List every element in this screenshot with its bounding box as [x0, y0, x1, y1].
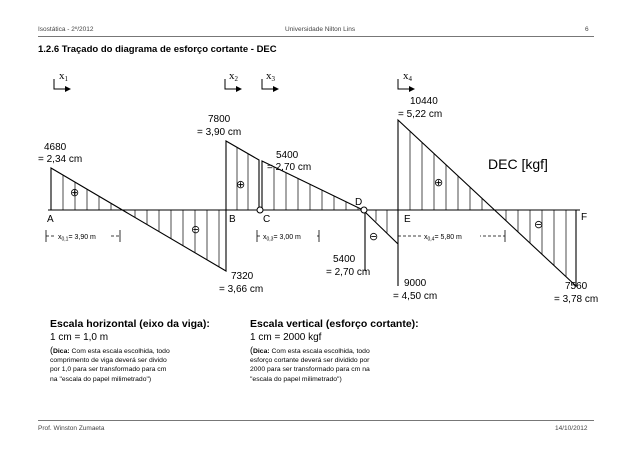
dimension-x04 [398, 230, 505, 243]
diagram-unit-label: DEC [kgf] [488, 156, 548, 172]
footer-rule [38, 420, 594, 421]
horizontal-scale-tip: (Dica: Com esta escala escolhida, todo comprimento de viga deverá ser divido por 1,0 para ser transformado para cm na "escala do papel milimetrado") [50, 345, 170, 383]
svg-text:7800: 7800 [208, 114, 231, 125]
positive-sign-2: ⊕ [236, 179, 246, 191]
diagram-hatching [63, 131, 566, 276]
svg-text:= 5,22 cm: = 5,22 cm [398, 109, 443, 120]
section-arrow-x4 [398, 70, 414, 89]
footer-date: 14/10/2012 [555, 425, 588, 432]
point-label-e: E [404, 214, 411, 225]
svg-text:= 2,70 cm: = 2,70 cm [326, 267, 371, 278]
point-label-f: F [581, 212, 588, 223]
negative-sign-2: ⊖ [369, 231, 379, 243]
svg-text:7560: 7560 [565, 281, 588, 292]
page-number: 6 [585, 26, 589, 33]
svg-text:x0,3= 3,00 m: $x_{0,3}= 3,00$ m [263, 234, 301, 243]
svg-text:= 2,70 cm: = 2,70 cm [267, 162, 312, 173]
vertical-scale-equation: 1 cm = 2000 kgf [250, 331, 322, 343]
negative-sign-1: ⊖ [191, 224, 201, 236]
section-arrow-x2 [225, 70, 241, 89]
svg-text:= 3,90 cm: = 3,90 cm [197, 127, 242, 138]
section-title: 1.2.6 Traçado do diagrama de esforço cortante - DEC [38, 44, 277, 55]
point-label-c: C [263, 214, 271, 225]
vertical-scale-note [250, 319, 450, 384]
value-label-9000 [393, 278, 437, 302]
horizontal-scale-equation: 1 cm = 1,0 m [50, 331, 109, 343]
value-label-5400-top [267, 150, 311, 173]
dimension-x03 [257, 230, 319, 243]
svg-text:9000: 9000 [404, 278, 427, 289]
svg-text:= 3,78 cm: = 3,78 cm [554, 294, 599, 305]
value-label-7560 [554, 281, 598, 305]
svg-text:x4: x4 [403, 70, 412, 83]
svg-text:x2: x2 [229, 70, 238, 83]
svg-text:x0,1= 3,90 m: $x_{0,1}= 3,90$ m [58, 234, 96, 243]
svg-text:x3: x3 [266, 70, 275, 83]
svg-text:= 4,50 cm: = 4,50 cm [393, 291, 438, 302]
vertical-scale-title: Escala vertical (esforço cortante): [250, 318, 419, 330]
value-label-4680 [38, 142, 82, 165]
svg-text:x0,4= 5,80 m: $x_{0,4}= 5,80$ m [424, 234, 462, 243]
point-label-b: B [229, 214, 236, 225]
section-arrow-x3 [262, 70, 278, 89]
svg-text:5400: 5400 [333, 254, 356, 265]
svg-text:= 2,34 cm: = 2,34 cm [38, 154, 83, 165]
hinge-c [257, 207, 263, 213]
positive-sign-3: ⊕ [434, 177, 444, 189]
horizontal-scale-title: Escala horizontal (eixo da viga): [50, 318, 210, 330]
point-label-d: D [355, 197, 363, 208]
negative-sign-3: ⊖ [534, 219, 544, 231]
svg-text:= 3,66 cm: = 3,66 cm [219, 284, 264, 295]
header-center: Universidade Nilton Lins [285, 26, 356, 33]
point-label-a: A [47, 214, 54, 225]
svg-text:5400: 5400 [276, 150, 299, 161]
value-label-7800 [197, 114, 241, 138]
value-label-7320 [219, 271, 263, 295]
svg-text:7320: 7320 [231, 271, 254, 282]
header-left: Isostática - 2º/2012 [38, 26, 94, 33]
horizontal-scale-note [50, 319, 240, 384]
positive-sign-1: ⊕ [70, 187, 80, 199]
svg-text:10440: 10440 [410, 96, 438, 107]
footer-author: Prof. Winston Zumaeta [38, 425, 105, 432]
svg-text:x1: x1 [59, 70, 68, 83]
dimension-x01 [46, 230, 120, 243]
value-label-5400-bottom [326, 254, 370, 278]
section-arrow-x1 [54, 70, 70, 89]
diagram-outline [51, 120, 576, 286]
svg-text:4680: 4680 [44, 142, 67, 153]
value-label-10440 [398, 96, 442, 120]
vertical-scale-tip: (Dica: Com esta escala escolhida, todo esforço cortante deverá ser dividido por 2000 para ser transformado para cm na "escala do papel milimetrado") [250, 345, 370, 383]
